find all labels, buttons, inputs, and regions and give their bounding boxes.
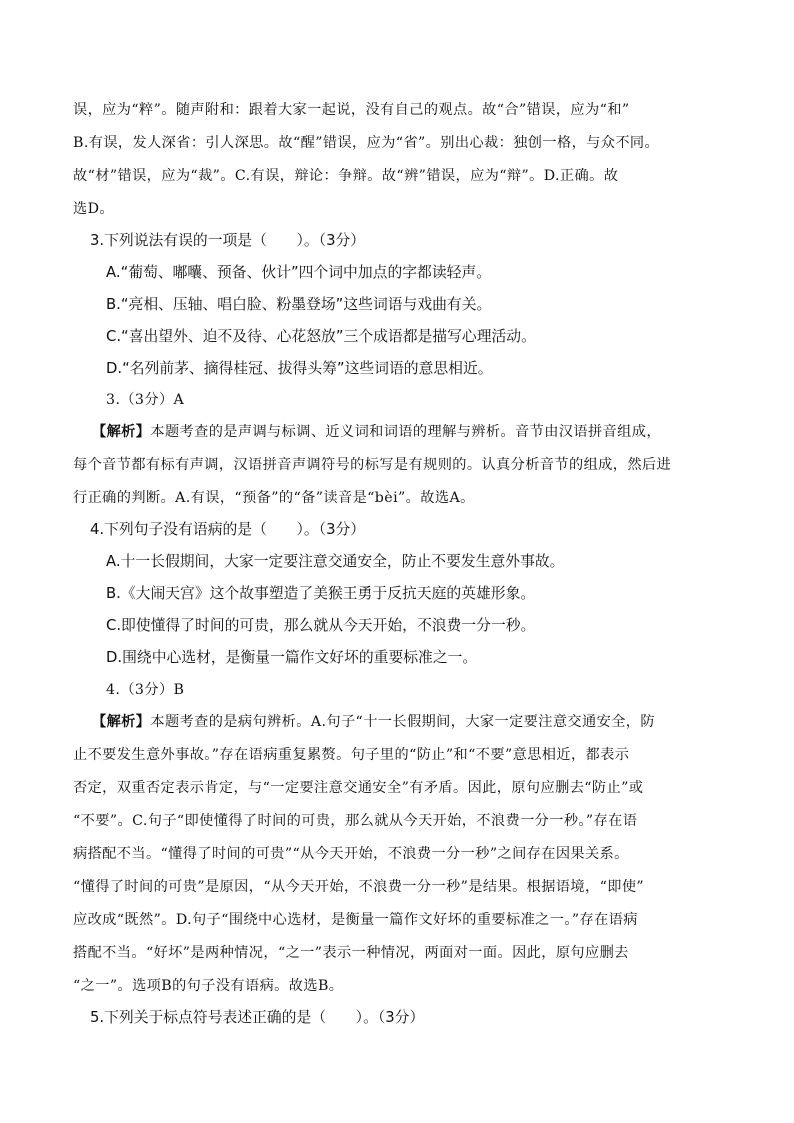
q4-option-c: C.即使懂得了时间的可贵，那么就从今天开始，不浪费一分一秒。 (106, 617, 536, 634)
q4-analysis-line-4: “不要”。C.句子“即使懂得了时间的可贵，那么就从今天开始，不浪费一分一秒。”存在语 (73, 813, 638, 829)
prev-explanation-line-1: 误，应为“粹”。随声附和：跟着大家一起说，没有自己的观点。故“合”错误，应为“和” (73, 102, 630, 118)
q4-analysis-line-3: 否定，双重否定表示肯定，与“一定要注意交通安全”有矛盾。因此，原句应删去“防止”或 (73, 780, 644, 796)
q4-analysis-line-9: “之一”。选项B的句子没有语病。故选B。 (73, 978, 344, 994)
q3-analysis-line-2: 每个音节都有标有声调，汉语拼音声调符号的标写是有规则的。认真分析音节的组成，然后进 (73, 457, 672, 473)
q3-analysis-line-1 (92, 422, 661, 442)
prev-explanation-line-2: B.有误，发人深省：引人深思。故“醒”错误，应为“省”。别出心裁：独创一格，与众不同。 (73, 135, 660, 151)
prev-explanation-line-3: 故“材”错误，应为“裁”。C.有误，辩论：争辩。故“辨”错误，应为“辩”。D.正确。故 (73, 168, 619, 184)
q4-analysis-line-5: 病搭配不当。“懂得了时间的可贵”“从今天开始，不浪费一分一秒”之间存在因果关系。 (73, 846, 629, 862)
prev-explanation-line-4: 选D。 (73, 201, 114, 217)
q4-analysis-line-1 (92, 712, 655, 732)
q3-option-d: D.“名列前茅、摘得桂冠、拔得头筹”这些词语的意思相近。 (106, 360, 493, 377)
q4-analysis-line-6: “懂得了时间的可贵”是原因，“从今天开始，不浪费一分一秒”是结果。根据语境，“即使” (73, 879, 645, 895)
q4-answer: 4.（3分）B (106, 682, 185, 698)
q3-option-a: A.“葡萄、嘟囔、预备、伙计”四个词中加点的字都读轻声。 (106, 264, 492, 281)
q4-stem: 4.下列句子没有语病的是（ ）。（3分） (90, 521, 366, 538)
q3-analysis-text-1: 本题考查的是声调与标调、近义词和词语的理解与辨析。音节由汉语拼音组成， (150, 424, 661, 440)
q4-option-a: A.十一长假期间，大家一定要注意交通安全，防止不要发生意外事故。 (106, 553, 565, 570)
q3-answer: 3.（3分）A (106, 392, 185, 408)
q3-analysis-tag: 【解析】 (92, 424, 151, 440)
q3-analysis-line-3: 行正确的判断。A.有误，“预备”的“备”读音是“bèi”。故选A。 (73, 490, 475, 506)
q3-option-c: C.“喜出望外、迫不及待、心花怒放”三个成语都是描写心理活动。 (106, 328, 536, 345)
q4-option-d: D.围绕中心选材，是衡量一篇作文好坏的重要标准之一。 (106, 649, 478, 666)
q4-analysis-line-8: 搭配不当。“好坏”是两种情况，“之一”表示一种情况，两面对一面。因此，原句应删去 (73, 945, 629, 961)
q3-stem: 3.下列说法有误的一项是（ ）。（3分） (90, 232, 366, 249)
q4-analysis-line-7: 应改成“既然”。D.句子“围绕中心选材，是衡量一篇作文好坏的重要标准之一。”存在语病 (73, 912, 638, 928)
q4-option-b: B.《大闹天宫》这个故事塑造了美猴王勇于反抗天庭的英雄形象。 (106, 585, 536, 602)
q5-stem: 5.下列关于标点符号表述正确的是（ ）。（3分） (90, 1009, 425, 1026)
q3-option-b: B.“亮相、压轴、唱白脸、粉墨登场”这些词语与戏曲有关。 (106, 296, 492, 313)
q4-analysis-tag: 【解析】 (92, 714, 151, 730)
q4-analysis-line-2: 止不要发生意外事故。”存在语病重复累赘。句子里的“防止”和“不要”意思相近，都表示 (73, 747, 630, 763)
q4-analysis-text-1: 本题考查的是病句辨析。A.句子“十一长假期间，大家一定要注意交通安全，防 (150, 714, 655, 730)
